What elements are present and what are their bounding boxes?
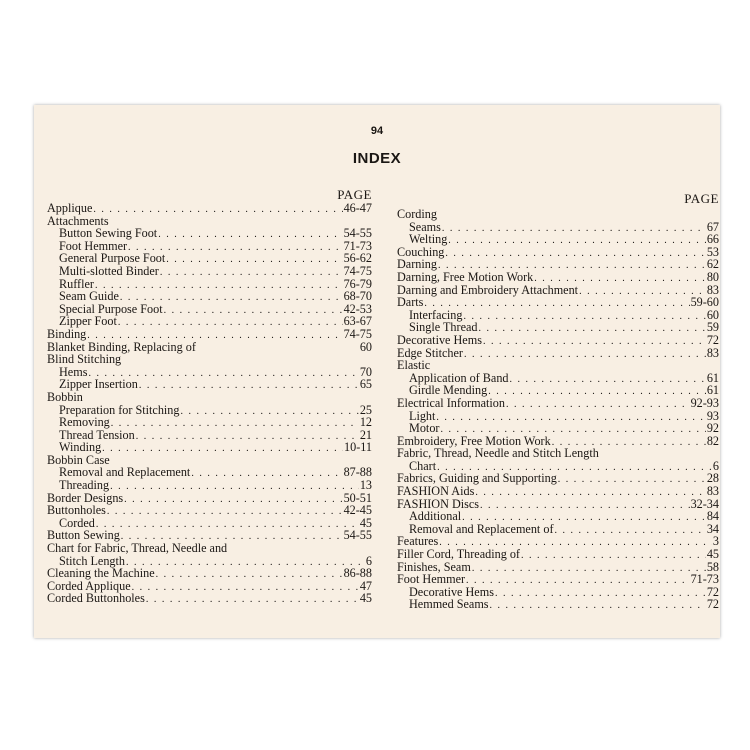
entry-page: 42-45	[343, 503, 372, 518]
entry-label: Chart for Fabric, Thread, Needle and	[47, 541, 228, 556]
entry-page: 63-67	[343, 314, 372, 329]
entry-page: 71-73	[343, 238, 372, 253]
entry-label: Border Designs	[47, 490, 124, 505]
entry-page: 70	[359, 364, 372, 379]
index-entry	[397, 485, 719, 498]
dot-leader	[107, 506, 343, 519]
index-entry	[397, 208, 719, 221]
entry-page: 3	[712, 534, 719, 549]
entry-page: 50-51	[343, 490, 372, 505]
entry-label: Darning and Embroidery Attachment	[397, 282, 579, 297]
entry-page: 72	[706, 584, 719, 599]
dot-leader	[483, 336, 706, 349]
entry-page: 83	[706, 282, 719, 297]
dot-leader	[510, 374, 706, 387]
entry-page: 93	[706, 408, 719, 423]
entries-left	[47, 202, 372, 605]
entry-page: 71-73	[690, 572, 719, 587]
dot-leader	[96, 519, 359, 532]
dot-leader	[488, 386, 706, 399]
index-entry	[47, 378, 372, 391]
entry-page: 92	[706, 421, 719, 436]
entry-page: 10-11	[344, 440, 372, 455]
dot-leader	[579, 286, 706, 299]
entry-page: 25	[359, 402, 372, 417]
entry-label: FASHION Aids	[397, 484, 475, 499]
entry-page: 68-70	[343, 289, 372, 304]
entry-label: Darning	[397, 257, 437, 272]
entry-label: Blind Stitching	[47, 352, 122, 367]
dot-leader	[495, 588, 706, 601]
index-entry	[397, 347, 719, 360]
dot-leader	[181, 406, 359, 419]
dot-leader	[555, 525, 706, 538]
entry-label: Zipper Insertion	[59, 377, 138, 392]
index-page	[34, 105, 720, 638]
entry-label: Decorative Hems	[409, 584, 494, 599]
index-entry	[397, 523, 719, 536]
entry-page: 6	[365, 553, 372, 568]
index-entry	[397, 296, 719, 309]
index-entry	[47, 441, 372, 454]
entry-page: 83	[706, 345, 719, 360]
entry-page: 83	[706, 484, 719, 499]
entry-label: Removal and Replacement of	[409, 521, 554, 536]
entry-page: 13	[359, 478, 372, 493]
entry-page: 60	[706, 307, 719, 322]
dot-leader	[118, 317, 343, 330]
index-entry	[397, 246, 719, 259]
entry-label: Filler Cord, Threading of	[397, 547, 520, 562]
entry-page: 34	[706, 521, 719, 536]
index-entry	[397, 410, 719, 423]
entry-page: 67	[706, 219, 719, 234]
entry-label: Button Sewing	[47, 528, 120, 543]
dot-leader	[463, 311, 705, 324]
entry-page: 60	[359, 339, 372, 354]
entry-page: 61	[706, 383, 719, 398]
dot-leader	[102, 443, 343, 456]
dot-leader	[466, 575, 690, 588]
entry-label: Seam Guide	[59, 289, 119, 304]
index-entry	[47, 328, 372, 341]
entry-label: Welting	[409, 232, 448, 247]
index-entry	[47, 592, 372, 605]
entry-label: Chart	[409, 458, 437, 473]
index-entry	[397, 422, 719, 435]
entry-page: 74-75	[343, 263, 372, 278]
entry-page: 74-75	[343, 326, 372, 341]
entry-label: Hems	[59, 364, 88, 379]
entry-label: Bobbin Case	[47, 452, 110, 467]
entry-page: 72	[706, 597, 719, 612]
entry-page: 59	[706, 320, 719, 335]
index-entry	[47, 504, 372, 517]
index-entry	[397, 271, 719, 284]
dot-leader	[506, 399, 690, 412]
dot-leader	[424, 298, 689, 311]
dot-leader	[472, 563, 706, 576]
index-entry	[397, 510, 719, 523]
entry-label: Cording	[397, 207, 437, 221]
index-entry	[397, 548, 719, 561]
dot-leader	[558, 474, 706, 487]
entry-label: Electrical Information	[397, 395, 505, 410]
entry-label: Cleaning the Machine	[47, 566, 155, 581]
entry-label: Elastic	[397, 358, 431, 373]
entry-label: Additional	[409, 509, 462, 524]
entries-right	[397, 208, 719, 611]
entry-page: 6	[712, 458, 719, 473]
index-entry	[397, 334, 719, 347]
page-column-header: PAGE	[337, 187, 372, 202]
entry-label: Multi-slotted Binder	[59, 263, 159, 278]
dot-leader	[478, 323, 705, 336]
dot-leader	[166, 254, 342, 267]
entry-label: Thread Tension	[59, 427, 135, 442]
entry-page: 32-34	[690, 496, 719, 511]
entry-label: Applique	[47, 201, 93, 215]
index-entry	[397, 598, 719, 611]
entry-label: Motor	[409, 421, 440, 436]
index-entry	[47, 353, 372, 366]
entry-page: 66	[706, 232, 719, 247]
entry-label: Corded Buttonholes	[47, 591, 145, 606]
index-entry	[47, 567, 372, 580]
index-column-right	[397, 190, 719, 611]
entry-page: 72	[706, 332, 719, 347]
entry-label: Ruffler	[59, 276, 94, 291]
index-column-left	[47, 187, 372, 605]
entry-label: Attachments	[47, 213, 109, 228]
entry-page: 58	[706, 559, 719, 574]
entry-page: 46-47	[343, 201, 372, 215]
entry-page: 62	[706, 257, 719, 272]
dot-leader	[111, 418, 359, 431]
dot-leader	[164, 305, 343, 318]
entry-label: Foot Hemmer	[59, 238, 128, 253]
dot-leader	[191, 468, 342, 481]
entry-label: Threading	[59, 478, 110, 493]
entry-page: 92-93	[690, 395, 719, 410]
entry-label: Embroidery, Free Motion Work	[397, 433, 551, 448]
entry-label: Preparation for Stitching	[59, 402, 180, 417]
entry-label: General Purpose Foot	[59, 251, 166, 266]
entry-page: 47	[359, 578, 372, 593]
dot-leader	[126, 557, 365, 570]
entry-label: Removing	[59, 415, 110, 430]
entry-label: Fabric, Thread, Needle and Stitch Length	[397, 446, 599, 461]
dot-leader	[160, 267, 343, 280]
entry-label: Blanket Binding, Replacing of	[47, 339, 196, 354]
entry-label: FASHION Discs	[397, 496, 480, 511]
entry-label: Special Purpose Foot	[59, 301, 163, 316]
entry-page: 82	[706, 433, 719, 448]
entry-page: 45	[359, 515, 372, 530]
dot-leader	[436, 412, 705, 425]
entry-label: Button Sewing Foot	[59, 226, 158, 241]
entry-page: 61	[706, 370, 719, 385]
entry-label: Couching	[397, 244, 445, 259]
entry-label: Stitch Length	[59, 553, 126, 568]
dot-leader	[475, 487, 705, 500]
index-entry	[397, 233, 719, 246]
entry-label: Buttonholes	[47, 503, 106, 518]
entry-page: 21	[359, 427, 372, 442]
entry-label: Edge Stitcher	[397, 345, 463, 360]
entry-label: Finishes, Seam	[397, 559, 471, 574]
entry-label: Removal and Replacement	[59, 465, 191, 480]
entry-page: 54-55	[343, 226, 372, 241]
entry-label: Decorative Hems	[397, 332, 482, 347]
entry-label: Corded	[59, 515, 95, 530]
entry-label: Winding	[59, 440, 102, 455]
dot-leader	[136, 431, 359, 444]
dot-leader	[110, 481, 359, 494]
entry-page: 59-60	[690, 295, 719, 310]
dot-leader	[480, 500, 690, 513]
entry-label: Application of Band	[409, 370, 509, 385]
index-entry	[397, 397, 719, 410]
page-column-header: PAGE	[684, 191, 719, 206]
dot-leader	[490, 600, 706, 613]
dot-leader	[146, 594, 359, 607]
entry-page: 76-79	[343, 276, 372, 291]
dot-leader	[448, 235, 706, 248]
entry-page: 53	[706, 244, 719, 259]
entry-label: Darning, Free Motion Work	[397, 269, 534, 284]
dot-leader	[442, 223, 706, 236]
entry-label: Girdle Mending	[409, 383, 488, 398]
entry-label: Single Thread	[409, 320, 478, 335]
index-entry	[47, 290, 372, 303]
entry-label: Hemmed Seams	[409, 597, 489, 612]
dot-leader	[124, 494, 342, 507]
index-entry	[397, 573, 719, 586]
entry-label: Light	[409, 408, 436, 423]
entry-page: 56-62	[343, 251, 372, 266]
dot-leader	[132, 582, 359, 595]
dot-leader	[445, 248, 705, 261]
index-entry	[47, 227, 372, 240]
entry-page: 87-88	[343, 465, 372, 480]
entry-label: Darts	[397, 295, 424, 310]
entry-label: Features	[397, 534, 439, 549]
entry-page: 84	[706, 509, 719, 524]
page-title: INDEX	[352, 150, 402, 167]
entry-label: Binding	[47, 326, 87, 341]
entry-label: Bobbin	[47, 389, 83, 404]
entry-page: 28	[706, 471, 719, 486]
index-entry	[47, 416, 372, 429]
dot-leader	[464, 349, 706, 362]
entry-page: 65	[359, 377, 372, 392]
dot-leader	[156, 569, 343, 582]
entry-label: Corded Applique	[47, 578, 131, 593]
entry-label: Foot Hemmer	[397, 572, 466, 587]
entry-label: Seams	[409, 219, 441, 234]
dot-leader	[93, 204, 342, 217]
entry-label: Fabrics, Guiding and Supporting	[397, 471, 557, 486]
entry-page: 45	[359, 591, 372, 606]
entry-page: 12	[359, 415, 372, 430]
entry-label: Zipper Foot	[59, 314, 117, 329]
index-entry	[47, 479, 372, 492]
dot-leader	[521, 550, 706, 563]
entry-page: 80	[706, 269, 719, 284]
entry-page: 45	[706, 547, 719, 562]
entry-page: 54-55	[343, 528, 372, 543]
index-entry	[47, 202, 372, 215]
entry-page: 86-88	[343, 566, 372, 581]
dot-leader	[158, 229, 342, 242]
index-entry	[397, 284, 719, 297]
entry-page: 42-53	[343, 301, 372, 316]
page-number: 94	[370, 125, 384, 137]
dot-leader	[95, 280, 343, 293]
index-entry	[47, 265, 372, 278]
index-entry	[47, 315, 372, 328]
entry-label: Interfacing	[409, 307, 463, 322]
dot-leader	[139, 380, 359, 393]
